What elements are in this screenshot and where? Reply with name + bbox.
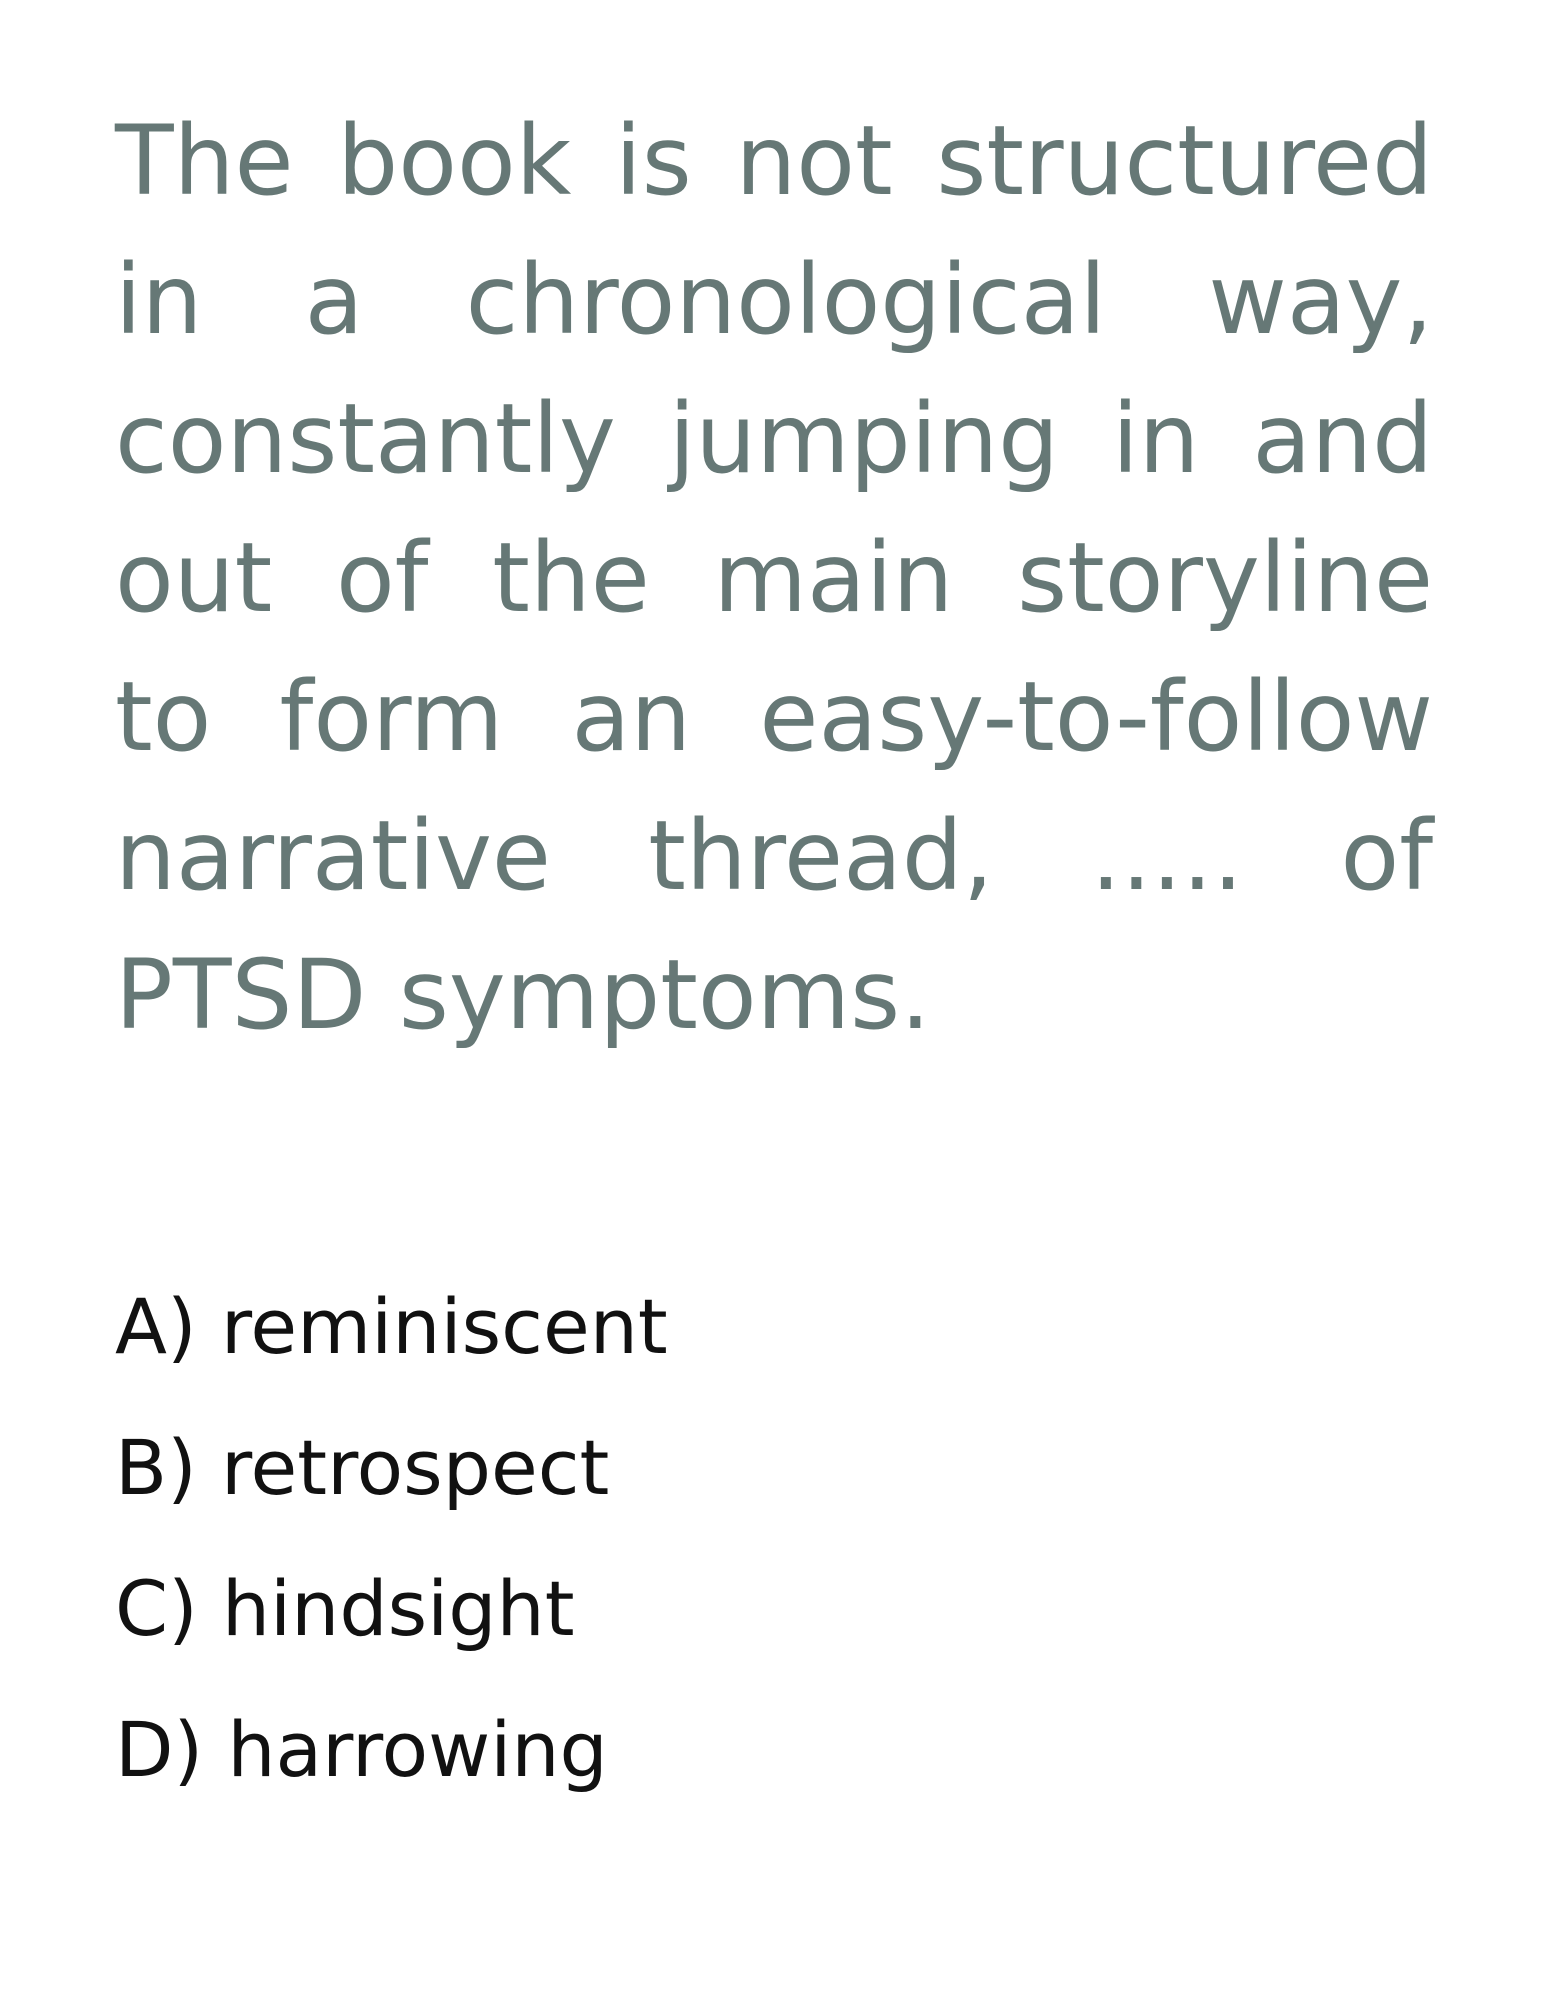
option-b[interactable] — [115, 1397, 1315, 1538]
answer-options — [115, 1256, 1315, 1820]
option-c-letter: C) — [115, 1564, 198, 1653]
option-c-text: hindsight — [221, 1564, 575, 1653]
option-b-text: retrospect — [220, 1423, 610, 1512]
question-text: The book is not structured in a chronological way, constantly jumping in and out of the main storyline to form an easy-to-follow narrative thread, ..... of PTSD symptoms. — [115, 105, 1433, 1051]
option-b-letter: B) — [115, 1423, 197, 1512]
option-c[interactable] — [115, 1538, 1315, 1679]
option-a-letter: A) — [115, 1282, 197, 1371]
option-a[interactable] — [115, 1256, 1315, 1397]
option-d[interactable] — [115, 1679, 1315, 1820]
option-a-text: reminiscent — [220, 1282, 668, 1371]
option-d-letter: D) — [115, 1705, 204, 1794]
option-d-text: harrowing — [227, 1705, 608, 1794]
